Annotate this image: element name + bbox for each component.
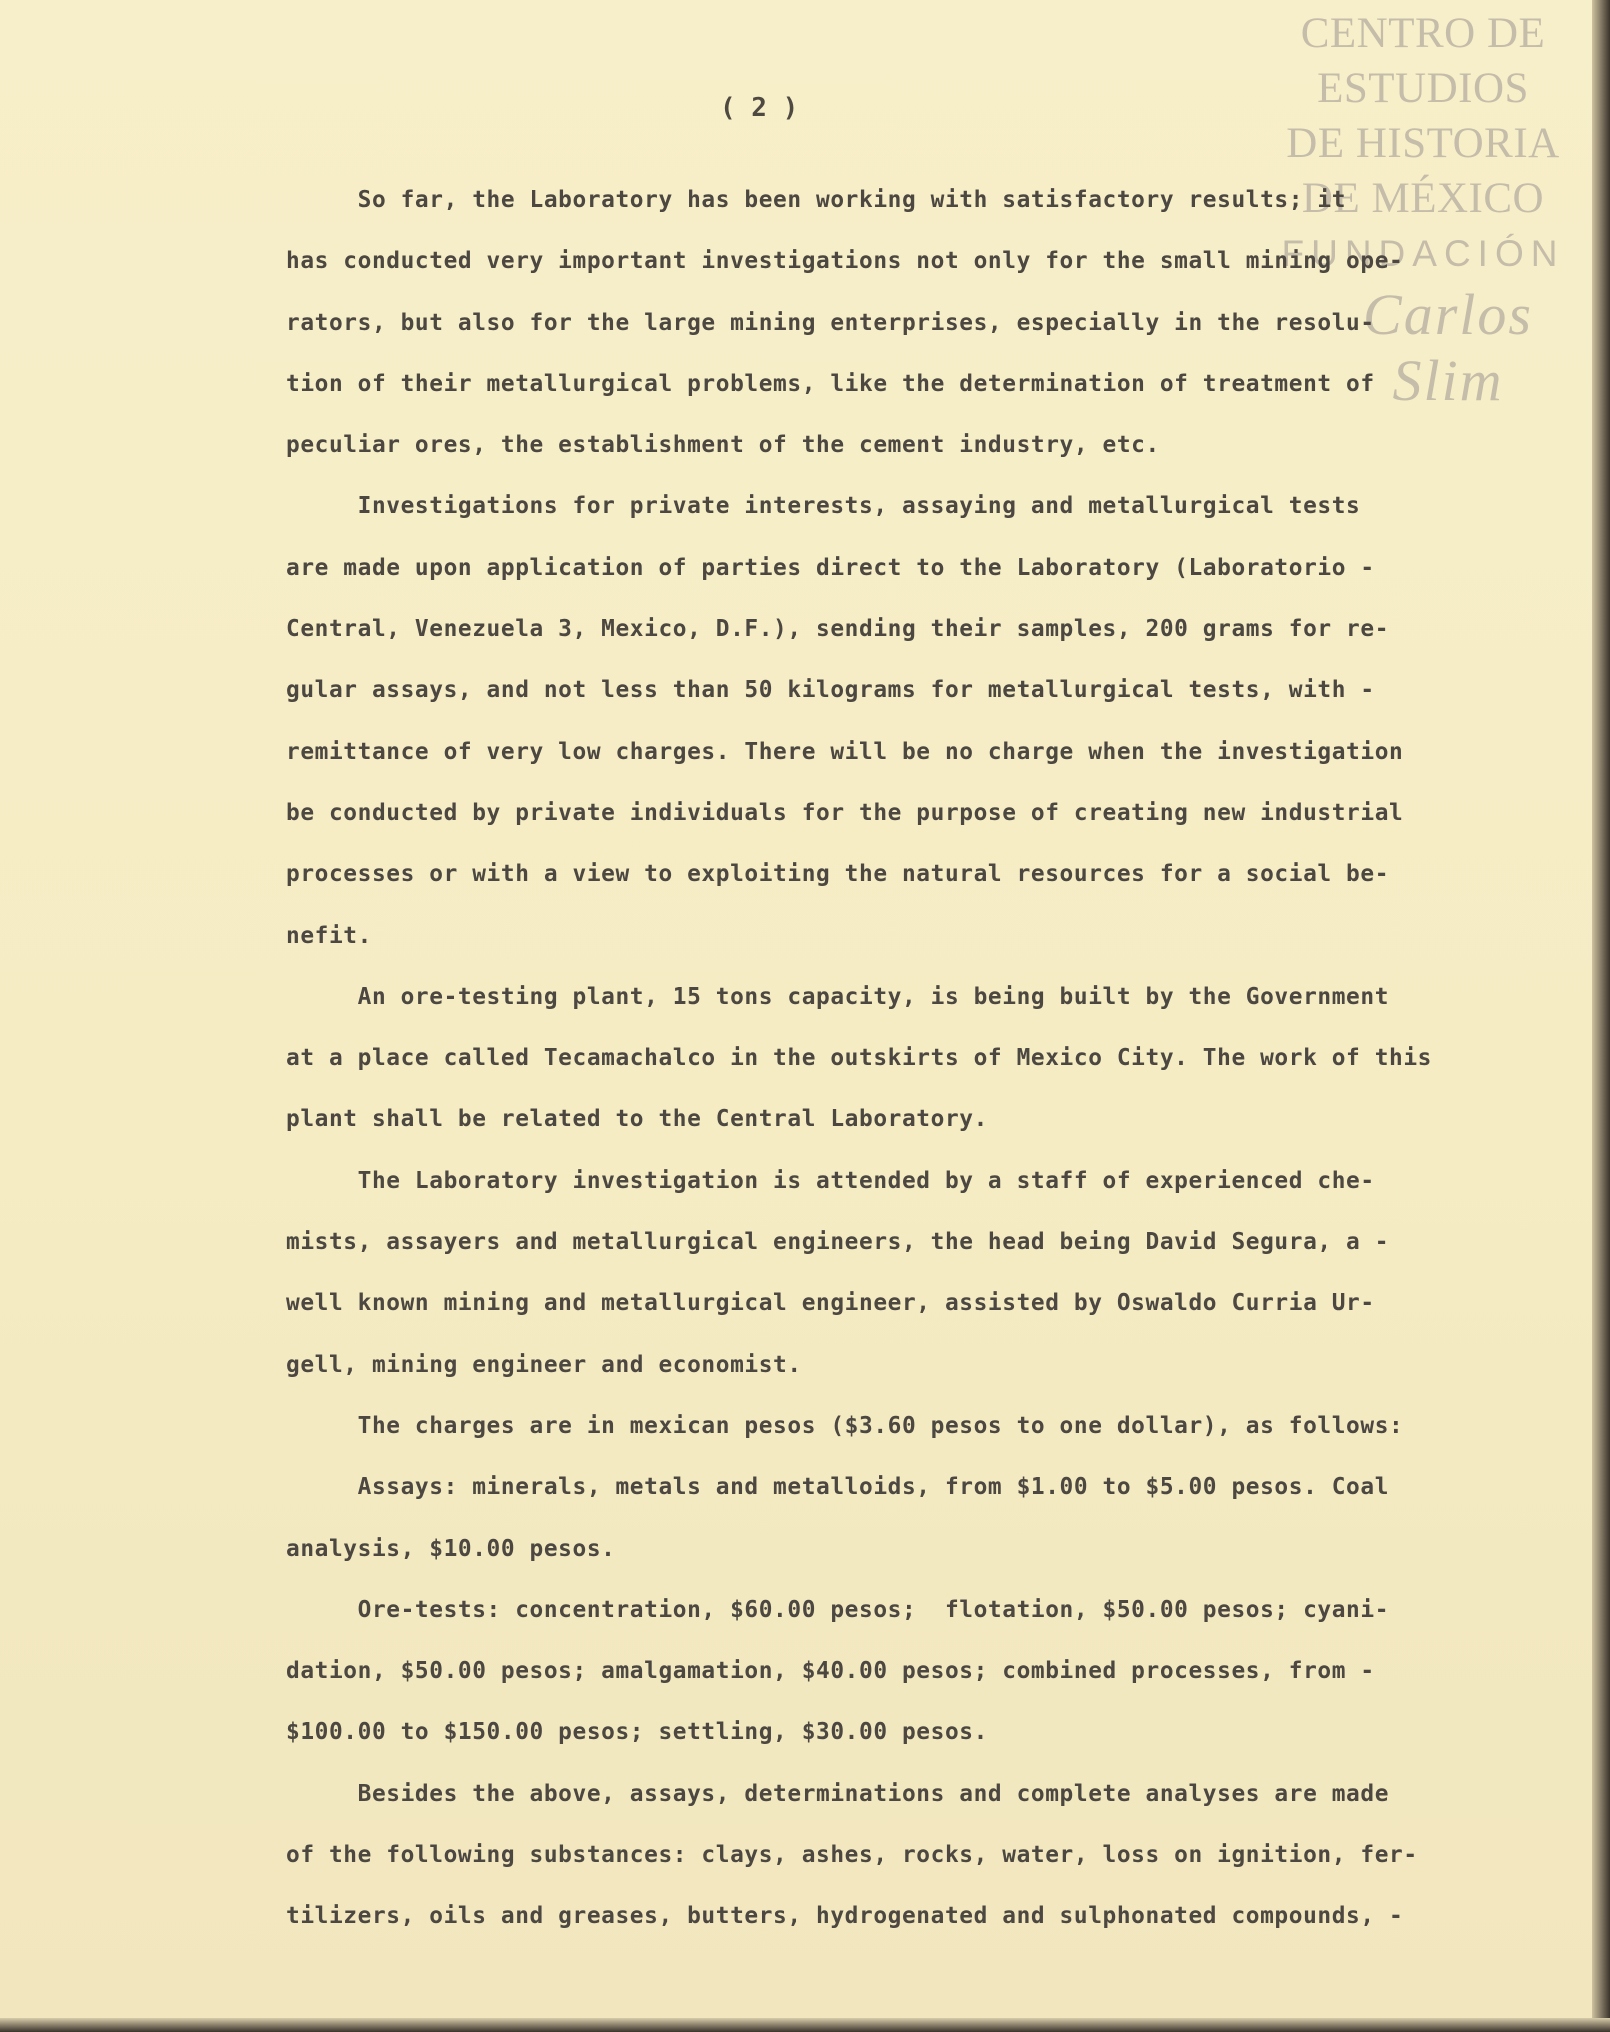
watermark-line: DE HISTORIA [1286,120,1560,167]
text-line: An ore-testing plant, 15 tons capacity, is being built by the Government [286,983,1390,1010]
text-line: tion of their metallurgical problems, like the determination of treatment of [286,370,1375,397]
scan-edge-right [1592,0,1610,2032]
watermark-foundation: FUNDACIÓN [1281,233,1565,274]
text-line: analysis, $10.00 pesos. [286,1535,616,1562]
text-line: $100.00 to $150.00 pesos; settling, $30.00 pesos. [286,1719,988,1746]
text-line: plant shall be related to the Central Laboratory. [286,1106,988,1133]
watermark-line: DE MÉXICO [1301,175,1545,222]
text-line: rators, but also for the large mining enterprises, especially in the resolu- [286,309,1375,336]
text-line: at a place called Tecamachalco in the outskirts of Mexico City. The work of this [286,1045,1432,1072]
text-line: peculiar ores, the establishment of the cement industry, etc. [286,432,1160,459]
text-line: of the following substances: clays, ashes, rocks, water, loss on ignition, fer- [286,1842,1418,1869]
text-line: Investigations for private interests, assaying and metallurgical tests [286,493,1361,520]
text-line: remittance of very low charges. There will be no charge when the investigation [286,738,1404,765]
text-line: tilizers, oils and greases, butters, hydrogenated and sulphonated compounds, - [286,1903,1404,1930]
typed-body [286,178,1531,1956]
watermark-line: CENTRO DE [1300,10,1546,57]
text-line: has conducted very important investigations not only for the small mining ope- [286,248,1404,275]
text-line: mists, assayers and metallurgical engineers, the head being David Segura, a - [286,1229,1390,1256]
text-line: The Laboratory investigation is attended by a staff of experienced che- [286,1167,1375,1194]
text-line: processes or with a view to exploiting the natural resources for a social be- [286,861,1390,888]
scan-edge-bottom [0,2018,1610,2032]
text-line: gell, mining engineer and economist. [286,1351,802,1378]
watermark-signature: Carlos Slim [1363,282,1533,413]
text-line: So far, the Laboratory has been working with satisfactory results; it [286,187,1347,213]
watermark-line: ESTUDIOS [1317,65,1529,112]
text-line: well known mining and metallurgical engineer, assisted by Oswaldo Curria Ur- [286,1290,1375,1317]
text-line: are made upon application of parties direct to the Laboratory (Laboratorio - [286,554,1375,581]
text-line: nefit. [286,922,372,949]
text-line: Assays: minerals, metals and metalloids, from $1.00 to $5.00 pesos. Coal [286,1474,1390,1501]
text-line: The charges are in mexican pesos ($3.60 pesos to one dollar), as follows: [286,1412,1404,1439]
text-line: Ore-tests: concentration, $60.00 pesos; flotation, $50.00 pesos; cyani- [286,1596,1390,1623]
text-line: dation, $50.00 pesos; amalgamation, $40.00 pesos; combined processes, from - [286,1658,1375,1685]
text-line: be conducted by private individuals for the purpose of creating new industrial [286,799,1404,826]
text-line: gular assays, and not less than 50 kilograms for metallurgical tests, with - [286,677,1375,704]
page-number: ( 2 ) [720,93,799,123]
text-line: Besides the above, assays, determinations and complete analyses are made [286,1780,1390,1807]
text-line: Central, Venezuela 3, Mexico, D.F.), sending their samples, 200 grams for re- [286,616,1390,643]
